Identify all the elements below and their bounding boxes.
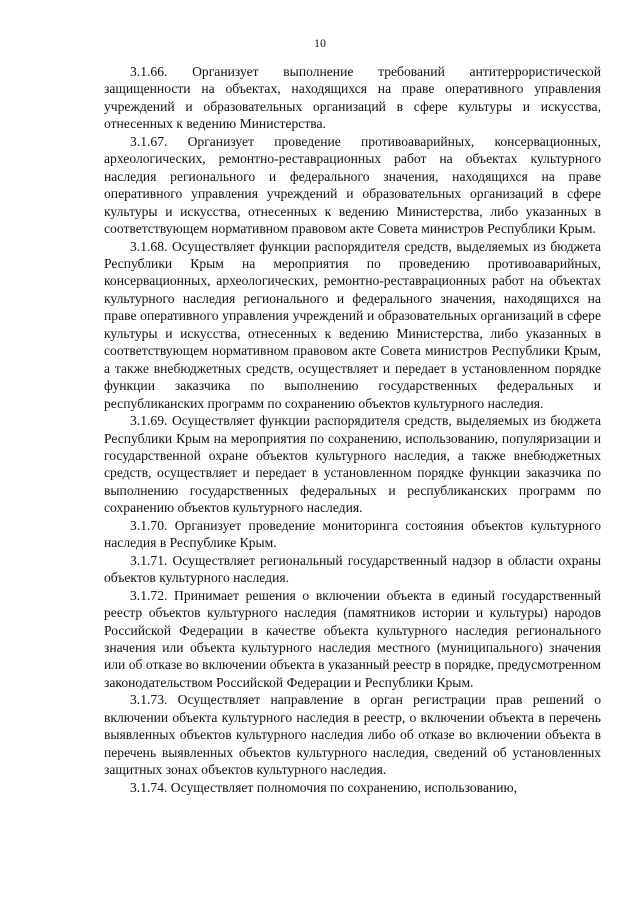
document-body bbox=[104, 63, 601, 796]
paragraph-3-1-67: 3.1.67. Организует проведение противоаварийных, консервационных, археологических, ремонтно-реставрационных работ на объектах культурного наследия регионального и федерального значения, находящихся на праве оперативного управления учреждений и образовательных организаций в сфере культуры и искусства, отнесенных к ведению Министерства, либо указанных в соответствующем нормативном правовом акте Совета министров Республики Крым. bbox=[104, 133, 601, 237]
paragraph-3-1-66: 3.1.66. Организует выполнение требований антитеррористической защищенности на объектах, находящихся на праве оперативного управления учреждений и образовательных организаций в сфере культуры и искусства, отнесенных к ведению Министерства. bbox=[104, 64, 601, 132]
page-number: 10 bbox=[314, 36, 326, 50]
paragraph-3-1-69: 3.1.69. Осуществляет функции распорядителя средств, выделяемых из бюджета Республики Крым на мероприятия по сохранению, использованию, популяризации и государственной охране объектов культурного наследия, а также внебюджетных средств, осуществляет и передает в установленном порядке функции заказчика по выполнению государственных федеральных и республиканских программ по сохранению объектов культурного наследия. bbox=[104, 413, 601, 516]
paragraph-3-1-70: 3.1.70. Организует проведение мониторинга состояния объектов культурного наследия в Республике Крым. bbox=[104, 517, 601, 551]
paragraph-3-1-71: 3.1.71. Осуществляет региональный государственный надзор в области охраны объектов культурного наследия. bbox=[104, 552, 601, 586]
paragraph-3-1-74: 3.1.74. Осуществляет полномочия по сохранению, использованию, bbox=[130, 779, 518, 795]
paragraph-3-1-68: 3.1.68. Осуществляет функции распорядителя средств, выделяемых из бюджета Республики Крым на мероприятия по проведению противоаварийных, консервационных, археологических, ремонтно-реставрационных работ на объектах культурного наследия регионального и федерального значения, находящихся на праве оперативного управления учреждений и образовательных организаций в сфере культуры и искусства, отнесенных к ведению Министерства, либо указанных в соответствующем нормативном правовом акте Совета министров Республики Крым, а также внебюджетных средств, осуществляет и передает в установленном порядке функции заказчика по выполнению государственных федеральных и республиканских программ по сохранению объектов культурного наследия. bbox=[104, 238, 601, 411]
paragraph-3-1-72: 3.1.72. Принимает решения о включении объекта в единый государственный реестр объектов культурного наследия (памятников истории и культуры) народов Российской Федерации в качестве объекта культурного наследия регионального значения или объекта культурного наследия местного (муниципального) значения или об отказе во включении объекта в указанный реестр в порядке, предусмотренном законодательством Российской Федерации и Республики Крым. bbox=[104, 587, 601, 690]
paragraph-3-1-73: 3.1.73. Осуществляет направление в орган регистрации прав решений о включении объекта культурного наследия в реестр, о включении объекта в перечень выявленных объектов культурного наследия либо об отказе во включении объекта в перечень выявленных объектов культурного наследия, сведений об установленных защитных зонах объектов культурного наследия. bbox=[104, 692, 601, 778]
